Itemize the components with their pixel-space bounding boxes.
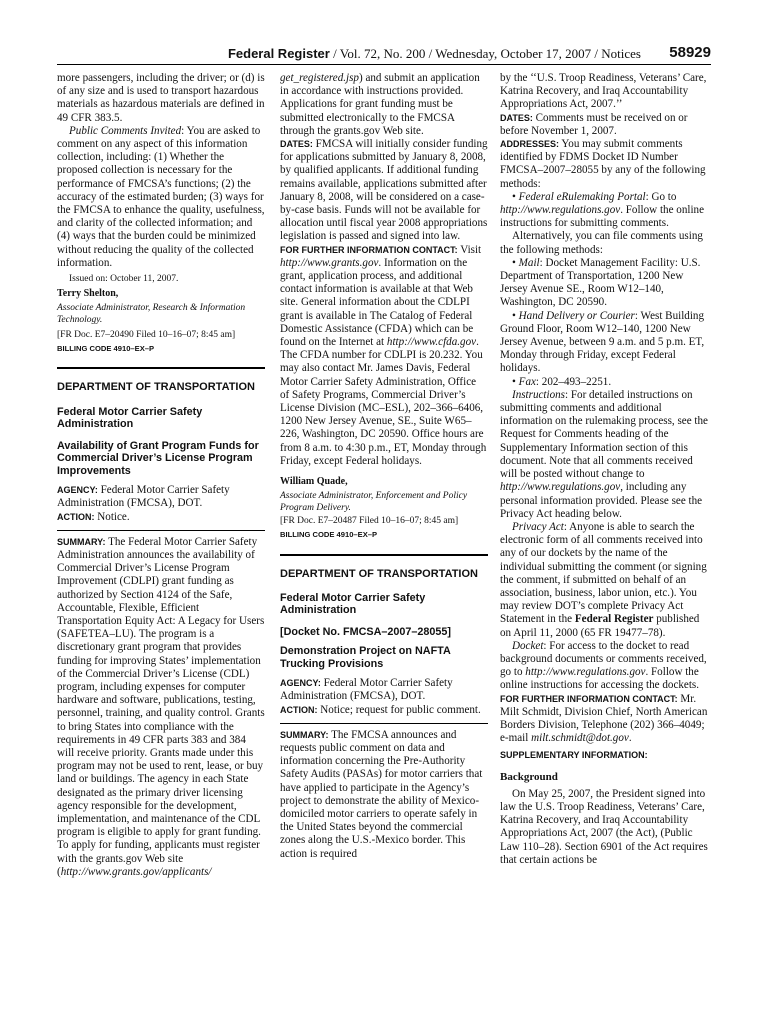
billing-code: BILLING CODE 4910–EX–P <box>57 344 155 354</box>
contact-text: Visit <box>457 243 482 256</box>
bullet-hand-delivery: • Hand Delivery or Courier: West Building Ground Floor, Room W12–140, 1200 New Jersey Avenue, between 9 a.m. and 5 p.m. ET, Monday through Friday, except Federal holidays. <box>500 309 705 375</box>
column-1 <box>57 72 265 879</box>
dates-label: DATES: <box>280 139 313 150</box>
fr-doc: [FR Doc. E7–20487 Filed 10–16–07; 8:45 am] <box>280 516 459 527</box>
department-heading: DEPARTMENT OF TRANSPORTATION <box>57 367 265 394</box>
comments-paragraph <box>57 125 265 270</box>
agency-text: Federal Motor Carrier Safety Administration (FMCSA), DOT. <box>57 484 230 510</box>
supplementary-label: SUPPLEMENTARY INFORMATION: <box>500 750 648 761</box>
dates-label: DATES: <box>500 112 533 123</box>
bullet-label: Fax <box>518 375 536 388</box>
addresses-label: ADDRESSES: <box>500 139 560 150</box>
dates-text: Comments must be received on or before November 1, 2007. <box>500 111 688 137</box>
contact-label: FOR FURTHER INFORMATION CONTACT: <box>500 693 678 704</box>
bullet-label: Mail <box>518 256 540 269</box>
divider <box>57 530 265 531</box>
notice-title: Demonstration Project on NAFTA Trucking Provisions <box>280 645 451 670</box>
dates-paragraph <box>280 138 488 244</box>
summary-paragraph <box>280 729 488 861</box>
summary-label: SUMMARY: <box>280 729 329 740</box>
agency-text: Federal Motor Carrier Safety Administration (FMCSA), DOT. <box>280 677 453 703</box>
issue-info: / Vol. 72, No. 200 / Wednesday, October 17, 2007 / Notices <box>329 46 641 61</box>
contact-label: FOR FURTHER INFORMATION CONTACT: <box>280 244 458 255</box>
docket-number: [Docket No. FMCSA–2007–28055] <box>280 625 452 638</box>
contact-text: . Information on the grant, application process, and additional contact information is available at that Web site. General information about the CDLPI grant is available in The Catalog of Federal Domestic Assistance (CFDA) which can be found on the Internet at <box>280 256 474 349</box>
signer-title-text: Associate Administrator, Enforcement and Policy Program Delivery. <box>280 491 468 514</box>
issued-date: Issued on: October 11, 2007. <box>69 274 179 285</box>
cfda-link[interactable]: http://www.cfda.gov <box>386 336 477 349</box>
comments-label: Public Comments Invited <box>69 124 182 137</box>
fr-doc: [FR Doc. E7–20490 Filed 10–16–07; 8:45 am] <box>57 330 236 341</box>
instructions-paragraph <box>500 389 708 521</box>
contact-paragraph <box>280 244 488 468</box>
column-3 <box>500 72 708 867</box>
action-text: Notice. <box>94 510 130 523</box>
bullet-text: : West Building Ground Floor, Room W12–140, 1200 New Jersey Avenue, between 9 a.m. and 5 p.m. ET, Monday through Friday, except Federal holidays. <box>500 309 705 375</box>
paragraph: Alternatively, you can file comments using the following methods: <box>500 230 703 256</box>
privacy-label: Privacy Act <box>512 520 564 533</box>
action-label: ACTION: <box>280 704 318 715</box>
background-heading: Background <box>500 770 558 783</box>
bullet-label: Hand Delivery or Courier <box>518 309 635 322</box>
regulations-link[interactable]: http://www.regulations.gov <box>525 666 646 679</box>
action-label: ACTION: <box>57 511 95 522</box>
summary-label: SUMMARY: <box>57 536 106 547</box>
privacy-text: published on April 11, 2000 (65 FR 19477–78). <box>500 613 700 639</box>
signer-name: William Quade, <box>280 476 348 488</box>
addresses-paragraph <box>500 138 708 191</box>
action-line <box>280 704 488 717</box>
privacy-paragraph <box>500 521 708 640</box>
paragraph <box>280 72 488 138</box>
docket-text: : For access to the docket to read background documents or comments received, go to <box>500 639 707 679</box>
page-number: 58929 <box>669 44 711 61</box>
action-text: Notice; request for public comment. <box>317 703 481 716</box>
bullet-text: : Docket Management Facility: U.S. Department of Transportation, 1200 New Jersey Avenue SE., Room W12–140, Washington, DC 20590. <box>500 256 701 309</box>
page-header <box>57 42 711 65</box>
bullet-text: : Go to <box>645 190 677 203</box>
dates-paragraph <box>500 112 708 138</box>
department-heading: DEPARTMENT OF TRANSPORTATION <box>280 554 488 581</box>
signer-title <box>57 302 265 326</box>
summary-text: The FMCSA announces and requests public comment on data and information concerning the Pre-Authority Safety Audits (PASAs) for motor carriers that have applied to participate in the Agency’s project to demonstrate the ability of Mexico-domiciled motor carriers to operate safely in the United States beyond the commercial zones along the U.S.-Mexico border. This action is required <box>280 728 483 860</box>
signer-title <box>280 490 488 514</box>
contact-text: Mr. Milt Schmidt, Division Chief, North American Borders Division, Telephone (202) 366–4049; e-mail <box>500 692 708 745</box>
billing-code: BILLING CODE 4910–EX–P <box>280 530 378 540</box>
contact-text: . <box>628 732 632 745</box>
signer-title-text: Associate Administrator, Research & Information Technology. <box>57 303 246 326</box>
summary-link[interactable]: http://www.grants.gov/applicants/ <box>60 865 212 878</box>
agency-label: AGENCY: <box>57 485 98 496</box>
background-paragraph: On May 25, 2007, the President signed into law the U.S. Troop Readiness, Veterans’ Care, Katrina Recovery, and Iraq Accountability Appropriations Act, 2007 (the Act), (Public Law 110–28). Section 6901 of the Act requires that certain actions be <box>500 787 708 866</box>
notice-title: Availability of Grant Program Funds for Commercial Driver’s License Program Improvements <box>57 439 259 477</box>
privacy-text: : Anyone is able to search the electronic form of all comments received into any of our dockets by the name of the individual submitting the comment (or signing the comment, if submitted on behalf of an association, business, labor union, etc.). You may review DOT’s complete Privacy Act Statement in the <box>500 520 707 626</box>
docket-paragraph <box>500 640 708 693</box>
bullet-portal: • Federal eRulemaking Portal: Go to http://www.regulations.gov. Follow the online instructions for submitting comments. <box>500 190 705 230</box>
running-head <box>228 46 641 62</box>
docket-text: . Follow the online instructions for accessing the dockets. <box>500 666 700 692</box>
agency-line <box>57 484 265 510</box>
addresses-text: You may submit comments identified by FDMS Docket ID Number FMCSA–2007–28055 by any of the following methods: <box>500 138 706 190</box>
paragraph-text: ) and submit an application in accordance with instructions provided. Applications for grant funding must be submitted electronically to the FMCSA through the grants.gov Web site. <box>280 72 480 137</box>
column-2 <box>280 72 488 861</box>
docket-label: Docket <box>512 639 544 652</box>
bullet-text: : 202–493–2251. <box>535 375 612 388</box>
grants-link[interactable]: http://www.grants.gov <box>280 256 379 269</box>
paragraph: more passengers, including the driver; or (d) is of any size and is used to transport hazardous materials as hazardous materials are defined in 49 CFR 383.5. <box>57 72 265 124</box>
contact-text: . The CFDA number for CDLPI is 20.232. You may also contact Mr. James Davis, Federal Motor Carrier Safety Administration, Office of Safety Programs, Commercial Driver’s License Division (MC–ESL), 202–366–6406, 1200 New Jersey Avenue, SE., Suite W65–226, Washington, DC 20590. Office hours are from 8 a.m. to 4:30 p.m., ET, Monday through Friday, except Federal holidays. <box>280 336 487 467</box>
federal-register-ref: Federal Register <box>574 613 654 626</box>
instructions-text: , including any personal information provided. Please see the Privacy Act heading below. <box>500 481 703 520</box>
instructions-text: : For detailed instructions on submitting comments and additional information on the rulemaking process, see the Request for Comments heading of the Supplementary Information section of this document. Note that all comments received will be posted without change to <box>500 388 708 481</box>
register-link[interactable]: get_registered.jsp <box>280 72 359 84</box>
bullet-fax: • Fax: 202–493–2251. <box>512 375 612 388</box>
summary-paragraph <box>57 536 265 879</box>
bullet-mail: • Mail: Docket Management Facility: U.S. Department of Transportation, 1200 New Jersey Avenue SE., Room W12–140, Washington, DC 20590. <box>500 256 701 309</box>
journal-name: Federal Register <box>227 46 330 61</box>
agency-label: AGENCY: <box>280 678 321 689</box>
regulations-link[interactable]: http://www.regulations.gov <box>500 204 621 217</box>
contact-paragraph <box>500 693 708 746</box>
email-link[interactable]: milt.schmidt@dot.gov <box>531 732 629 745</box>
summary-text: The Federal Motor Carrier Safety Administration announces the availability of Commercial Driver’s License Program Improvement (CDLPI) grant funding as authorized by Section 4124 of the Safe, Accountable, Flexible, Efficient Transportation Equity Act: A Legacy for Users (SAFETEA–LU). The program is a discretionary grant program that provides funding for improving States’ implementation of the Commercial Driver’s License (CDL) program, including expenses for computer hardware and software, publications, testing, personnel, training, and quality control. Grants to bring States into compliance with the requirements in 49 CFR parts 383 and 384 will receive priority. Grants made under this program may not be used to rent, lease, or buy land or buildings. The agency in each State designated as the primary driver licensing agency responsible for the development, implementation, and maintenance of the CDL program is eligible to apply for grant funding. To apply for funding, applicants must register with the grants.gov Web site ( <box>57 535 265 878</box>
bullet-text: . Follow the online instructions for submitting comments. <box>500 204 705 230</box>
signer-name: Terry Shelton, <box>57 288 119 300</box>
dates-text: FMCSA will initially consider funding for applications submitted by January 8, 2008, by qualified applicants. If additional funding remains available, applications submitted after January 8, 2008, will be considered on a case-by-case basis. Funds will not be available for allocation until fiscal year 2008 appropriations legislation is passed and signed into law. <box>280 138 488 243</box>
paragraph: by the ‘‘U.S. Troop Readiness, Veterans’ Care, Katrina Recovery, and Iraq Accountability Appropriations Act, 2007.’’ <box>500 72 707 111</box>
divider <box>280 723 488 724</box>
comments-text: : You are asked to comment on any aspect of this information collection, including: (1) Whether the proposed collection is necessary for the performance of FMCSA’s functions; (2) the accuracy of the estimated burden; (3) ways for the FMCSA to enhance the quality, usefulness, and clarity of the collected information; and (4) ways that the burden could be minimized without reducing the quality of the collected information. <box>57 124 265 269</box>
regulations-link[interactable]: http://www.regulations.gov <box>500 481 621 494</box>
agency-heading: Federal Motor Carrier Safety Administration <box>280 591 426 617</box>
action-line <box>57 511 265 524</box>
instructions-label: Instructions <box>512 388 566 401</box>
bullet-label: Federal eRulemaking Portal <box>518 190 646 203</box>
agency-line <box>280 677 488 703</box>
agency-heading: Federal Motor Carrier Safety Administration <box>57 405 203 431</box>
